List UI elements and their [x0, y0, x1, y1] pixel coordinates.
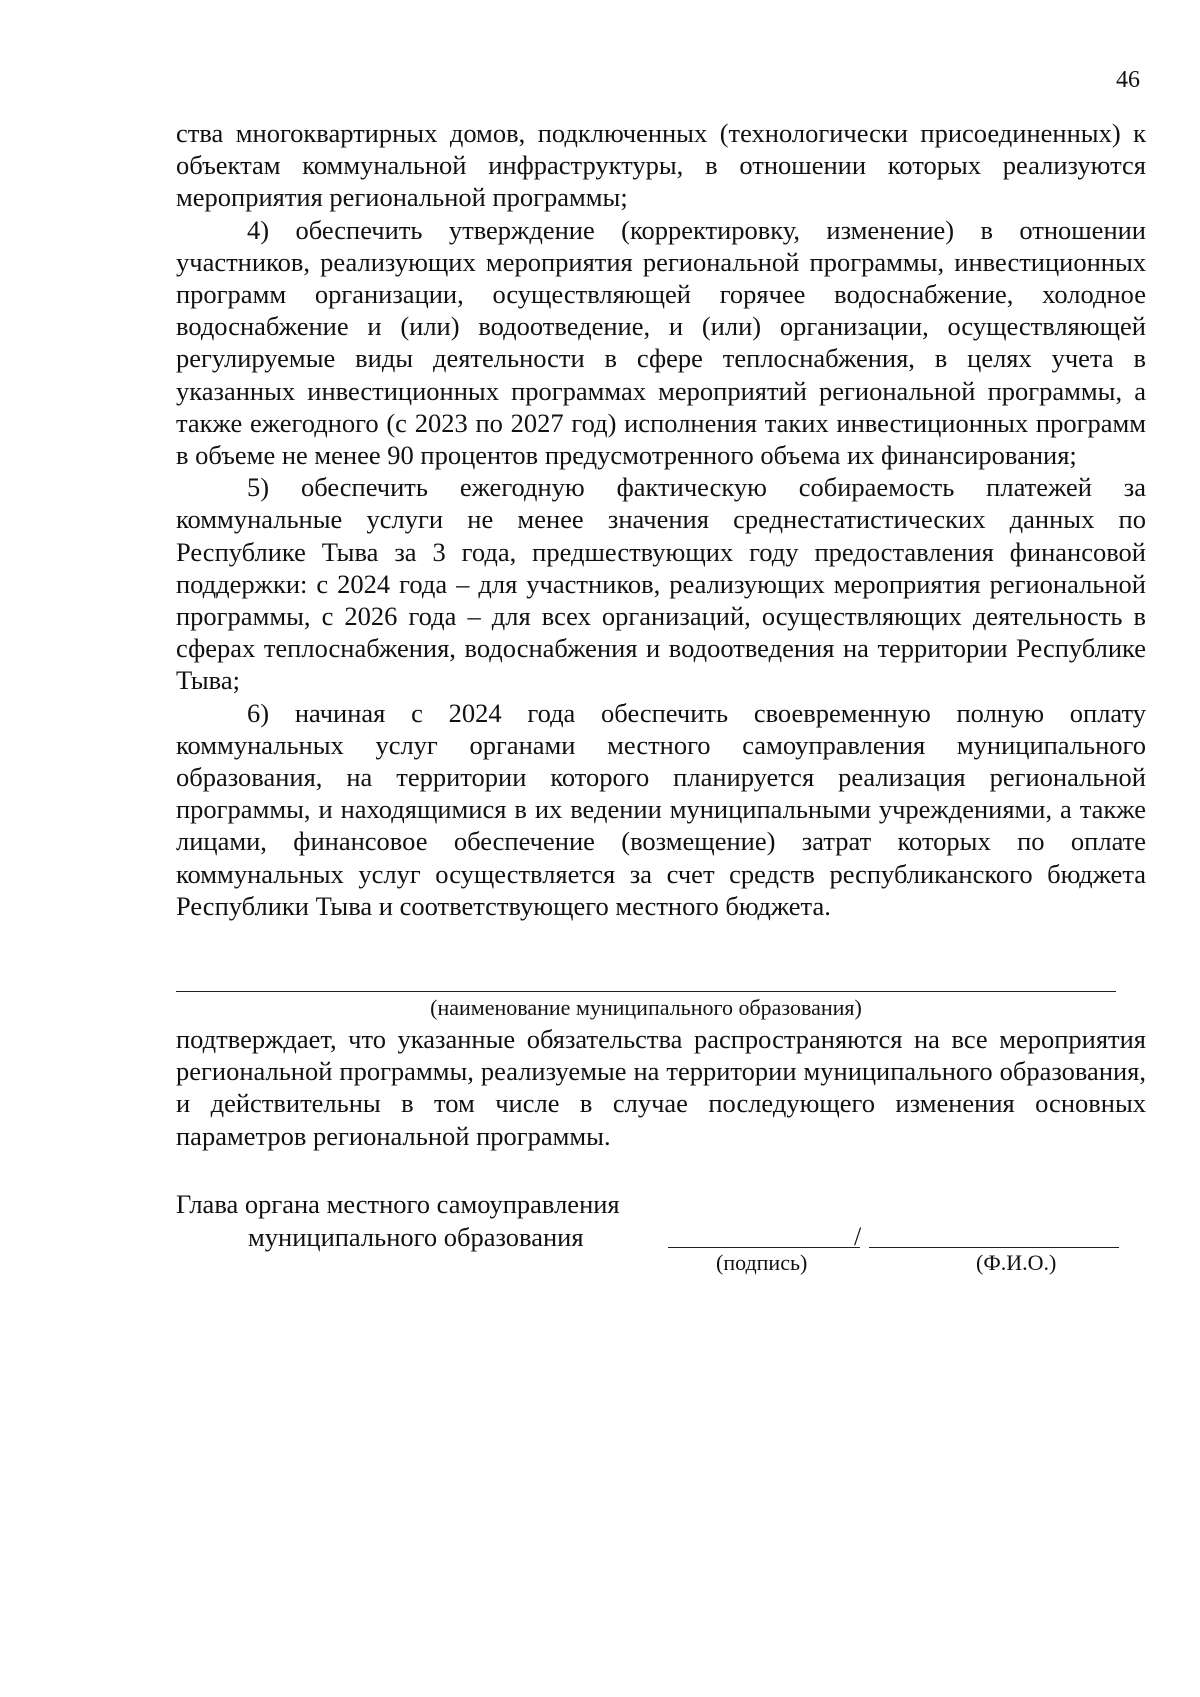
signature-caption: (подпись)	[716, 1250, 808, 1275]
paragraph-item-5: 5) обеспечить ежегодную фактическую собираемость платежей за коммунальные услуги не менее значения среднестатистических данных по Республике Тыва за 3 года, предшествующих году предоставления финансовой поддержки: с 2024 года – для участников, реализующих мероприятия региональной программы, с 2026 года – для всех организаций, осуществляющих деятельность в сферах теплоснабжения, водоснабжения и водоотведения на территории Республике Тыва;	[176, 472, 1146, 696]
paragraph-continuation: ства многоквартирных домов, подключенных (технологически присоединенных) к объектам коммунальной инфраструктуры, в отношении которых реализуются мероприятия региональной программы;	[176, 118, 1146, 213]
municipality-name-blank-line	[176, 991, 1116, 992]
page-number: 46	[1116, 67, 1140, 93]
paragraph-item-4: 4) обеспечить утверждение (корректировку, изменение) в отношении участников, реализующих мероприятия региональной программы, инвестиционных программ организации, осуществляющей горячее водоснабжение, холодное водоснабжение и (или) водоотведение, и (или) организации, осуществляющей регулируемые виды деятельности в сфере теплоснабжения, в целях учета в указанных инвестиционных программах мероприятий региональной программы, а также ежегодного (с 2023 по 2027 год) исполнения таких инвестиционных программ в объеме не менее 90 процентов предусмотренного объема их финансирования;	[176, 214, 1146, 471]
signature-blank-line	[668, 1247, 860, 1248]
obligations-text	[176, 117, 1146, 922]
paragraph-item-6: 6) начиная с 2024 года обеспечить своевременную полную оплату коммунальных услуг органами местного самоуправления муниципального образования, на территории которого планируется реализация региональной программы, и находящимися в их ведении муниципальными учреждениями, а также лицами, финансовое обеспечение (возмещение) затрат которых по оплате коммунальных услуг осуществляется за счет средств республиканского бюджета Республики Тыва и соответствующего местного бюджета.	[176, 697, 1146, 921]
signatory-title-line-1: Глава органа местного самоуправления	[176, 1189, 620, 1219]
full-name-blank-line	[869, 1247, 1119, 1248]
municipality-name-caption: (наименование муниципального образования)	[430, 995, 862, 1020]
signatory-title-line-2: муниципального образования	[248, 1222, 584, 1252]
signature-separator: /	[854, 1222, 862, 1251]
confirmation-paragraph: подтверждает, что указанные обязательства распространяются на все мероприятия региональной программы, реализуемые на территории муниципального образования, и действительны в том числе в случае последующего изменения основных параметров региональной программы.	[176, 1024, 1146, 1151]
full-name-caption: (Ф.И.О.)	[976, 1250, 1057, 1275]
confirmation-text	[176, 1023, 1146, 1152]
